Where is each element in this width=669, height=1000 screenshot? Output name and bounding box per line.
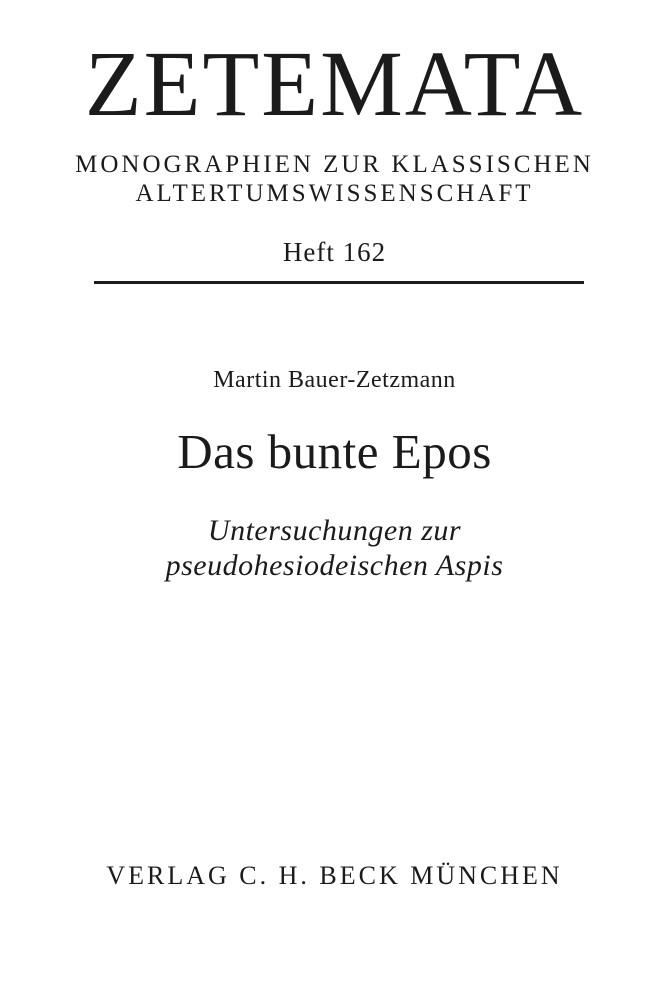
divider-rule: [94, 281, 584, 284]
issue-number: Heft 162: [282, 237, 387, 267]
author-name: Martin Bauer-Zetzmann: [213, 367, 456, 393]
book-subtitle: [0, 513, 669, 583]
book-subtitle-line1: Untersuchungen zur: [207, 514, 462, 547]
series-title: ZETEMATA: [84, 33, 585, 136]
book-title: Das bunte Epos: [177, 424, 492, 479]
series-subtitle: [0, 150, 669, 208]
series-subtitle-line2: ALTERTUMSWISSENSCHAFT: [135, 180, 534, 207]
series-subtitle-line1: MONOGRAPHIEN ZUR KLASSISCHEN: [75, 151, 594, 178]
publisher-imprint: VERLAG C. H. BECK MÜNCHEN: [106, 861, 563, 890]
book-subtitle-line2: pseudohesiodeischen Aspis: [165, 549, 504, 582]
